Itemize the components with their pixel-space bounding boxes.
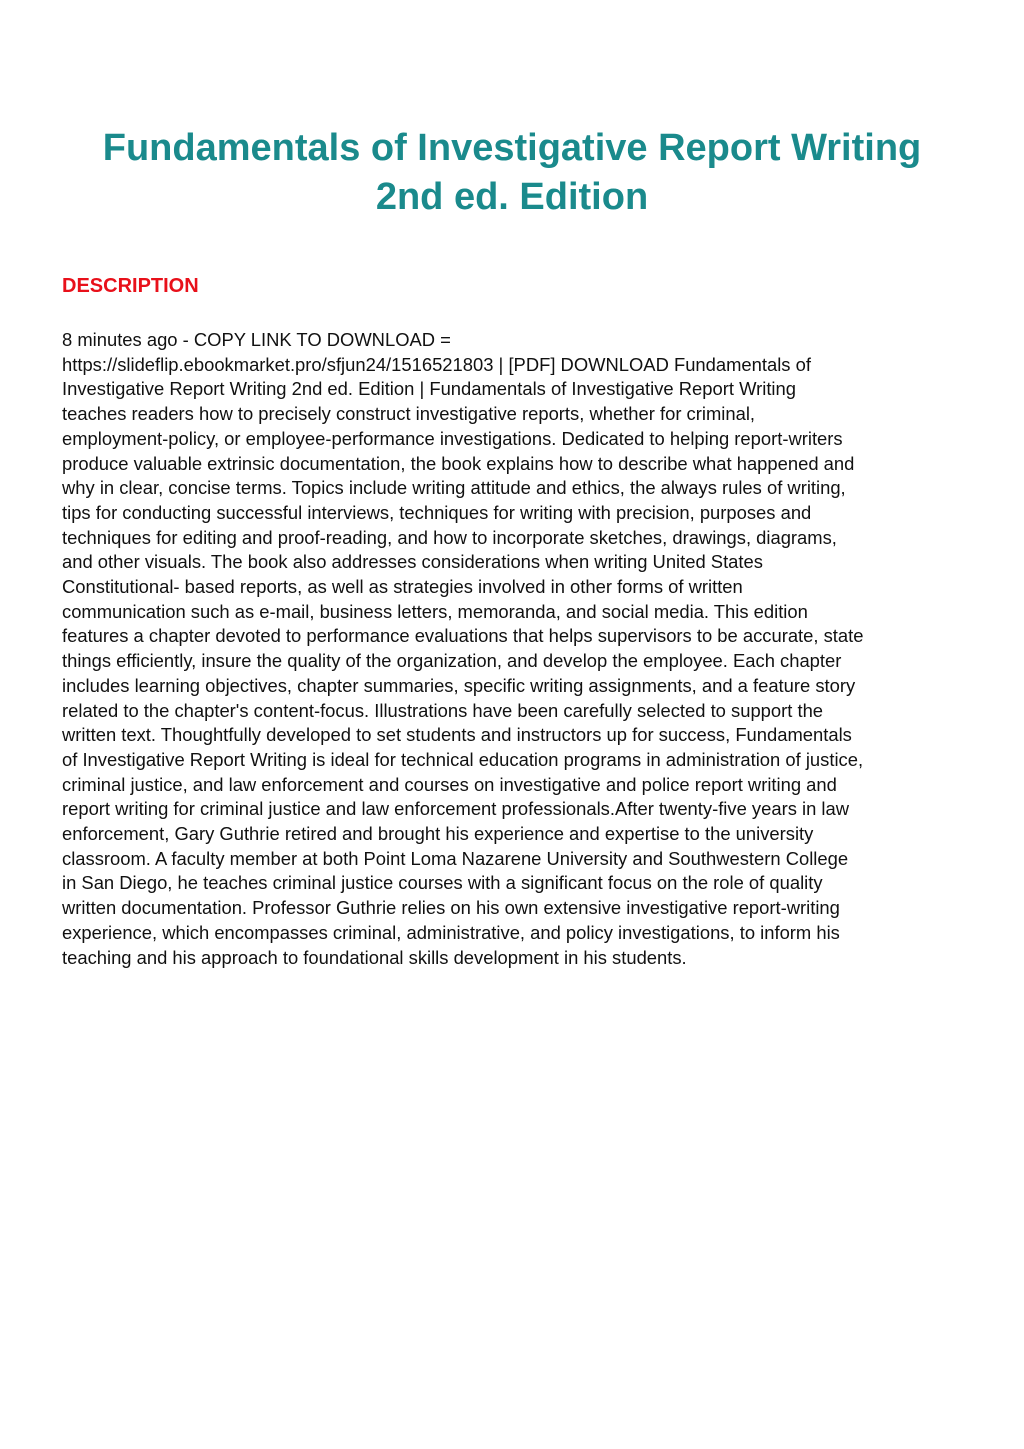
document-title xyxy=(40,124,984,222)
description-body: 8 minutes ago - COPY LINK TO DOWNLOAD = https://slideflip.ebookmarket.pro/sfjun24/1516521803 | [PDF] DOWNLOAD Fundamentals of Investigative Report Writing 2nd ed. Edition | Fundamentals of Investigative Report Writing teaches readers how to precisely construct investigative reports, whether for criminal, employment-policy, or employee-performance investigations. Dedicated to helping report-writers produce valuable extrinsic documentation, the book explains how to describe what happened and why in clear, concise terms. Topics include writing attitude and ethics, the always rules of writing, tips for conducting successful interviews, techniques for writing with precision, purposes and techniques for editing and proof-reading, and how to incorporate sketches, drawings, diagrams, and other visuals. The book also addresses considerations when writing United States Constitutional- based reports, as well as strategies involved in other forms of written communication such as e-mail, business letters, memoranda, and social media. This edition features a chapter devoted to performance evaluations that helps supervisors to be accurate, state things efficiently, insure the quality of the organization, and develop the employee. Each chapter includes learning objectives, chapter summaries, specific writing assignments, and a feature story related to the chapter's content-focus. Illustrations have been carefully selected to support the written text. Thoughtfully developed to set students and instructors up for success, Fundamentals of Investigative Report Writing is ideal for technical education programs in administration of justice, criminal justice, and law enforcement and courses on investigative and police report writing and report writing for criminal justice and law enforcement professionals.After twenty-five years in law enforcement, Gary Guthrie retired and brought his experience and expertise to the university classroom. A faculty member at both Point Loma Nazarene University and Southwestern College in San Diego, he teaches criminal justice courses with a significant focus on the role of quality written documentation. Professor Guthrie relies on his own extensive investigative report-writing experience, which encompasses criminal, administrative, and policy investigations, to inform his teaching and his approach to foundational skills development in his students. xyxy=(62,329,864,968)
title-line-2: 2nd ed. Edition xyxy=(375,176,649,218)
description-heading: DESCRIPTION xyxy=(62,275,199,297)
title-line-1: Fundamentals of Investigative Report Writing xyxy=(102,127,922,169)
